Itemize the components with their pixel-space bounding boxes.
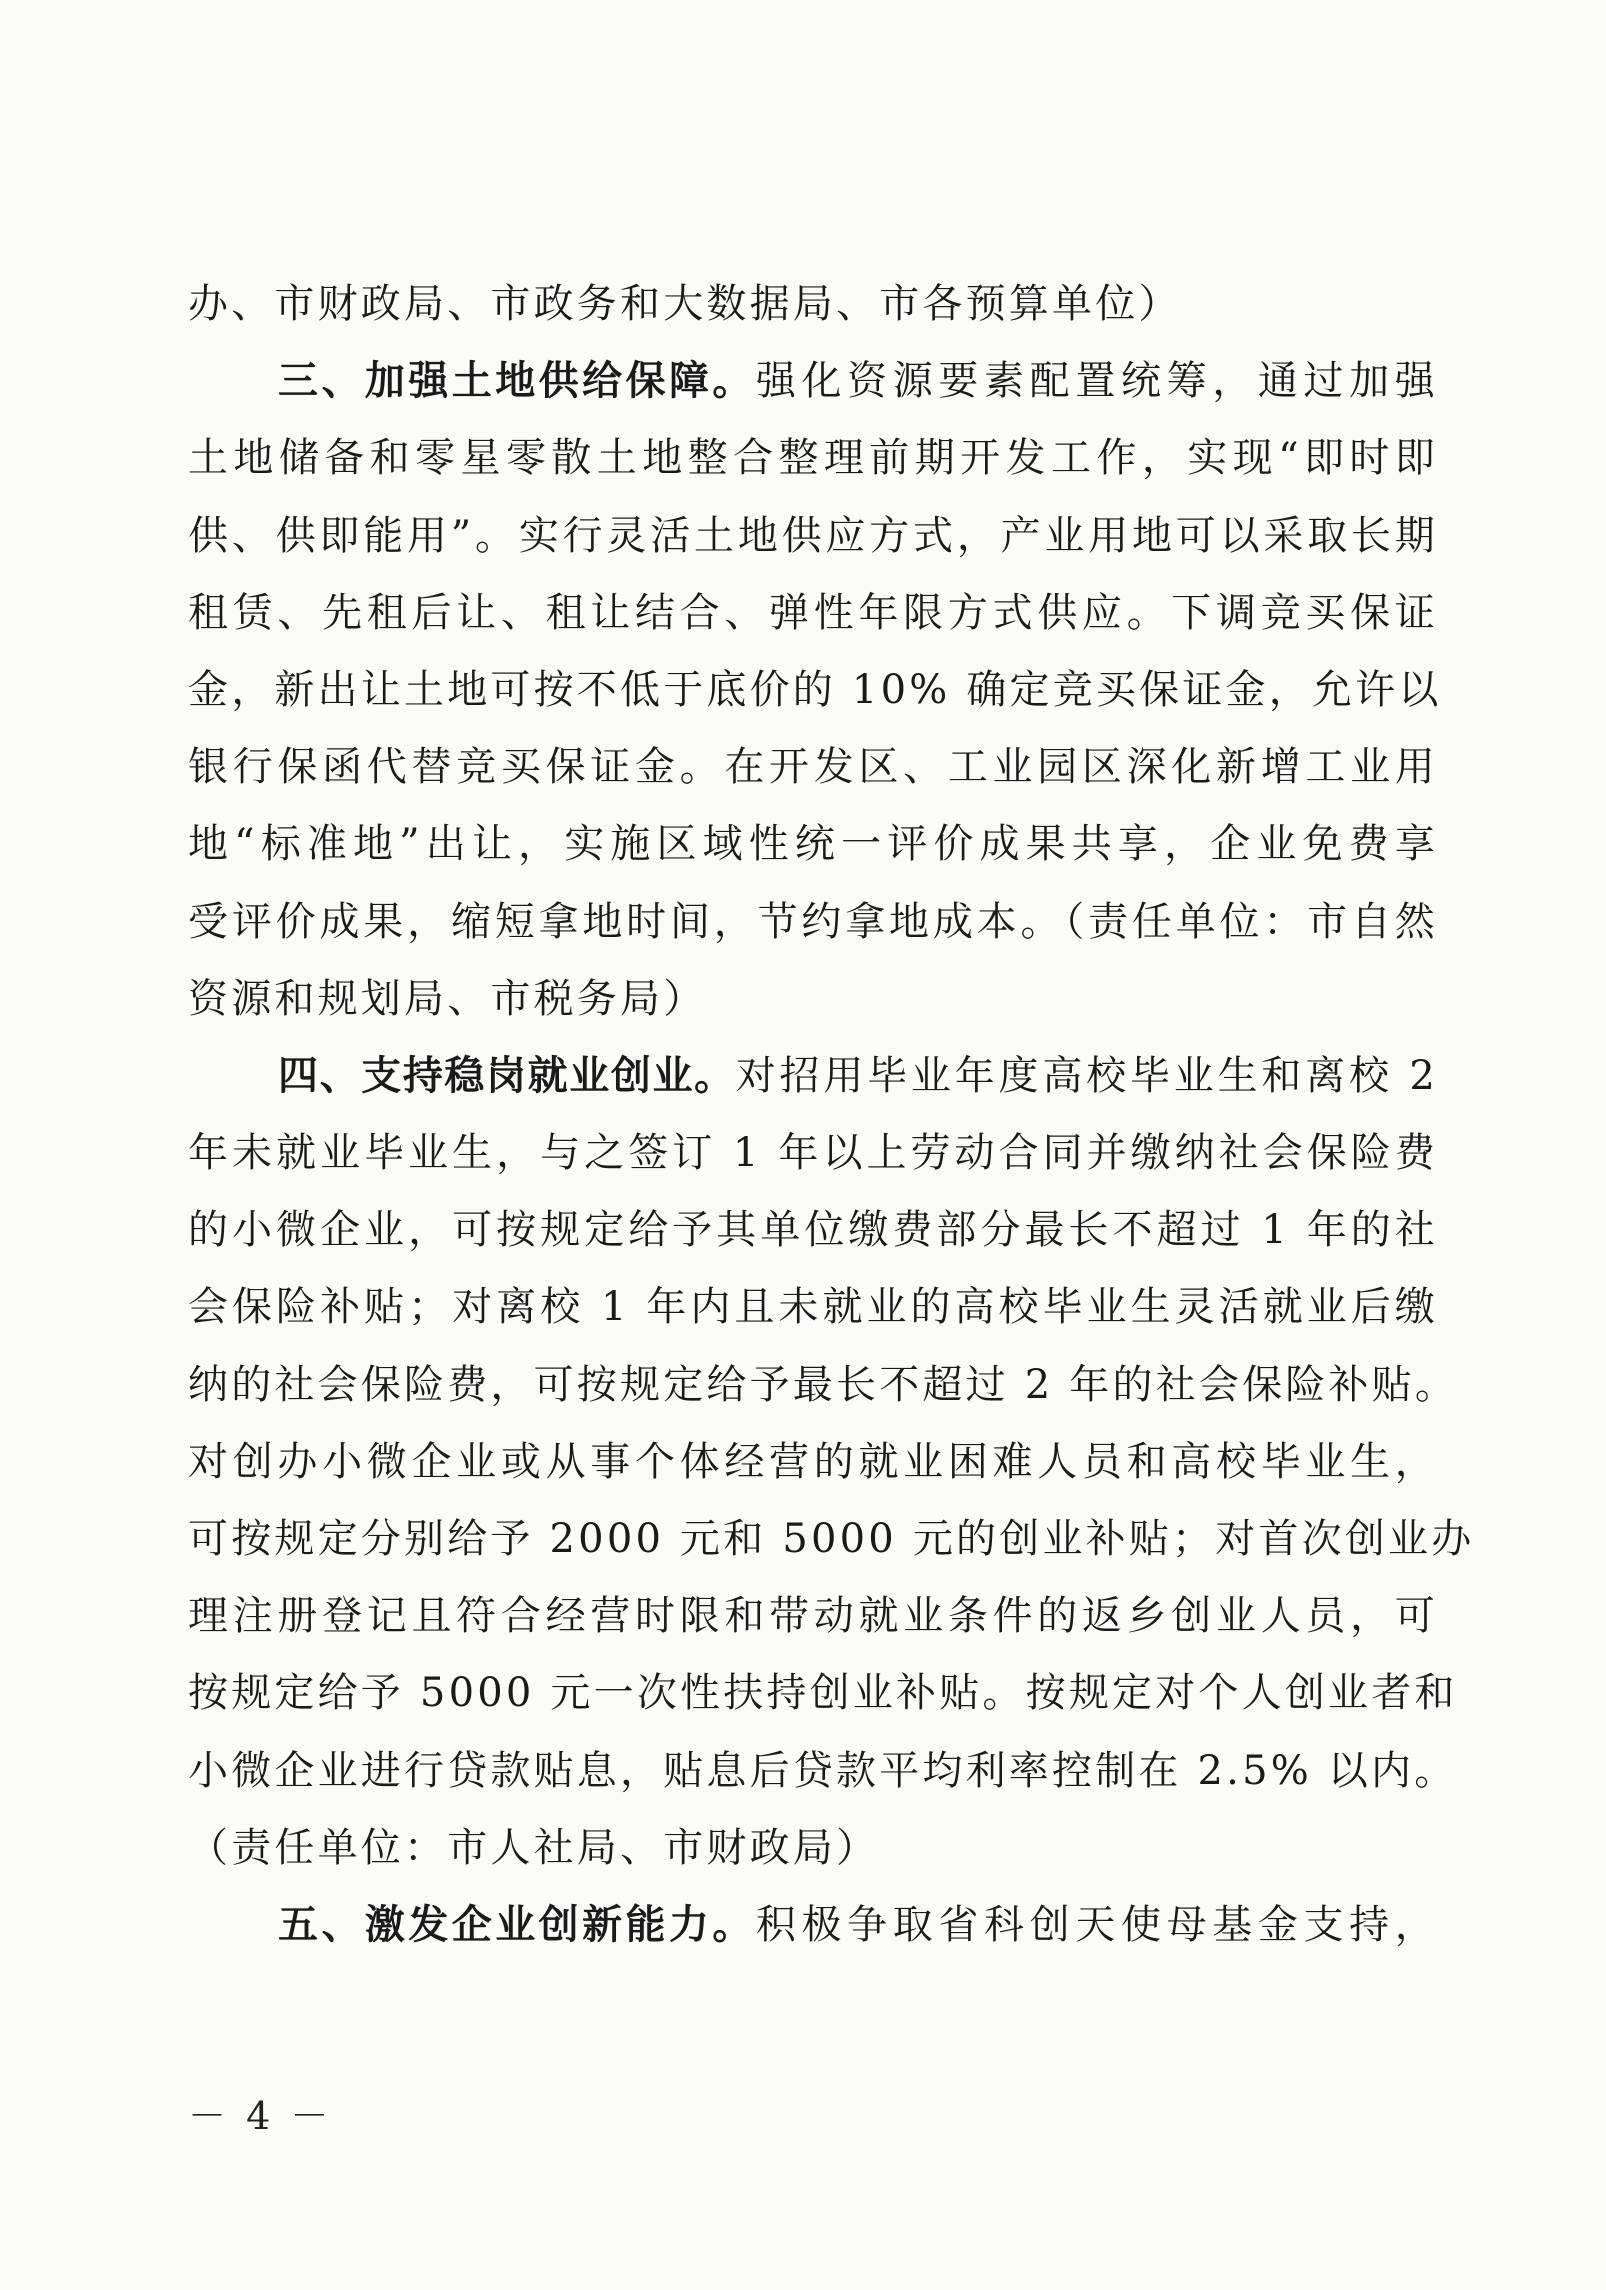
- line-text: 年未就业毕业生，与之签订 1 年以上劳动合同并缴纳社会保险费: [188, 1130, 1438, 1177]
- text-line: [188, 420, 1438, 497]
- text-line: [188, 806, 1438, 883]
- text-line: [188, 498, 1438, 575]
- page-number: － 4 －: [188, 2094, 333, 2138]
- section-heading: 四、支持稳岗就业创业。: [278, 1052, 736, 1099]
- text-line: [188, 729, 1438, 806]
- line-text: 理注册登记且符合经营时限和带动就业条件的返乡创业人员，可: [188, 1593, 1438, 1640]
- line-text: 受评价成果，缩短拿地时间，节约拿地成本。（责任单位：市自然: [188, 898, 1438, 945]
- text-line: [188, 575, 1438, 652]
- text-line: [188, 1810, 1438, 1887]
- line-text: 对招用毕业年度高校毕业生和离校 2: [735, 1052, 1438, 1099]
- line-text: 积极争取省科创天使母基金支持，: [755, 1901, 1439, 1948]
- line-text: 小微企业进行贷款贴息，贴息后贷款平均利率控制在 2.5% 以内。: [188, 1747, 1458, 1794]
- text-line: [188, 1347, 1459, 1424]
- text-line: [188, 1115, 1438, 1192]
- text-line: [188, 1501, 1475, 1578]
- text-line: [188, 1578, 1438, 1655]
- line-text: 对创办小微企业或从事个体经营的就业困难人员和高校毕业生，: [188, 1438, 1438, 1485]
- line-text: 地“标准地”出让，实施区域性统一评价成果共享，企业免费享: [188, 821, 1438, 868]
- section-heading-line: [188, 1887, 1438, 1964]
- line-text: （责任单位：市人社局、市财政局）: [188, 1824, 880, 1871]
- text-line: [188, 1655, 1458, 1732]
- text-line: [188, 1192, 1438, 1269]
- line-text: 供、供即能用”。实行灵活土地供应方式，产业用地可以采取长期: [188, 512, 1438, 559]
- line-text: 纳的社会保险费，可按规定给予最长不超过 2 年的社会保险补贴。: [188, 1361, 1459, 1408]
- text-line: [188, 1733, 1458, 1810]
- section-heading-line: [188, 343, 1438, 420]
- text-line: [188, 1424, 1438, 1501]
- line-text: 银行保函代替竞买保证金。在开发区、工业园区深化新增工业用: [188, 744, 1438, 791]
- line-text: 租赁、先租后让、租让结合、弹性年限方式供应。下调竞买保证: [188, 589, 1438, 636]
- line-text: 强化资源要素配置统筹，通过加强: [755, 358, 1439, 405]
- line-text: 按规定给予 5000 元一次性扶持创业补贴。按规定对个人创业者和: [188, 1670, 1458, 1717]
- text-line: [188, 652, 1442, 729]
- line-text: 的小微企业，可按规定给予其单位缴费部分最长不超过 1 年的社: [188, 1207, 1438, 1254]
- line-text: 资源和规划局、市税务局）: [188, 975, 707, 1022]
- line-text: 办、市财政局、市政务和大数据局、市各预算单位）: [188, 281, 1182, 327]
- text-line: [188, 266, 1438, 343]
- section-heading-line: [188, 1038, 1438, 1115]
- section-heading: 五、激发企业创新能力。: [278, 1901, 756, 1948]
- text-line: [188, 884, 1438, 961]
- document-body: [188, 266, 1475, 1964]
- text-line: [188, 961, 1438, 1038]
- line-text: 会保险补贴；对离校 1 年内且未就业的高校毕业生灵活就业后缴: [188, 1284, 1438, 1331]
- line-text: 可按规定分别给予 2000 元和 5000 元的创业补贴；对首次创业办: [188, 1516, 1475, 1562]
- section-heading: 三、加强土地供给保障。: [278, 358, 756, 405]
- line-text: 土地储备和零星零散土地整合整理前期开发工作，实现“即时即: [188, 435, 1438, 482]
- line-text: 金，新出让土地可按不低于底价的 10% 确定竞买保证金，允许以: [188, 666, 1442, 713]
- text-line: [188, 1269, 1438, 1346]
